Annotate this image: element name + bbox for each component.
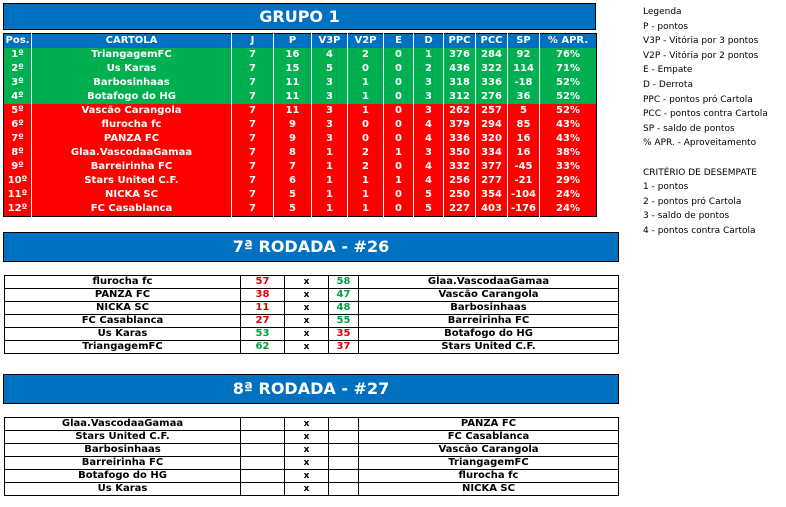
standings-cell: 5 [414, 202, 444, 217]
round8-title: 8ª RODADA - #27 [3, 374, 619, 404]
match-row [5, 444, 619, 457]
standings-cell: 320 [476, 132, 508, 146]
standings-cell: 5º [11, 105, 24, 116]
home-score: 62 [241, 341, 285, 354]
away-score: 35 [329, 328, 359, 341]
standings-row [4, 118, 597, 132]
legend-item: V2P - Vitória por 2 pontos [643, 50, 759, 61]
standings-row [4, 188, 597, 202]
standings-cell: 3 [414, 76, 444, 90]
standings-cell: 0 [384, 188, 414, 202]
standings-cell: 16 [508, 132, 540, 146]
round7-title: 7ª RODADA - #26 [3, 232, 619, 262]
match-row [5, 276, 619, 289]
home-score [241, 431, 285, 444]
home-team: Botafogo do HG [5, 470, 241, 483]
versus-symbol: x [285, 328, 329, 341]
standings-cell: 1 [312, 188, 348, 202]
standings-cell: -21 [508, 174, 540, 188]
standings-cell: 11º [7, 189, 28, 200]
standings-cell: 318 [444, 76, 476, 90]
standings-cell: 436 [444, 62, 476, 76]
standings-cell: 11 [274, 90, 312, 104]
away-score [329, 418, 359, 431]
versus-symbol: x [285, 276, 329, 289]
standings-row [4, 146, 597, 160]
standings-header-cell: SP [508, 34, 540, 49]
away-team: NICKA SC [359, 483, 619, 496]
standings-cell: 2 [348, 146, 384, 160]
standings-header-cell: PPC [444, 34, 476, 49]
standings-header-cell: Pos. [5, 35, 30, 46]
standings-cell: 276 [476, 90, 508, 104]
home-score [241, 444, 285, 457]
away-team: Glaa.VascodaaGamaa [359, 276, 619, 289]
standings-cell: 43% [540, 132, 597, 146]
home-score [241, 418, 285, 431]
standings-cell: 1 [384, 174, 414, 188]
legend-item: 1 - pontos [643, 182, 689, 193]
away-team: Barreirinha FC [359, 315, 619, 328]
home-team: TriangagemFC [5, 341, 241, 354]
standings-cell: 16 [274, 48, 312, 62]
standings-cell: 5 [508, 104, 540, 118]
standings-cell: 7 [232, 132, 274, 146]
home-score: 11 [241, 302, 285, 315]
standings-cell: 43% [540, 118, 597, 132]
standings-cell: 7 [232, 118, 274, 132]
away-score [329, 457, 359, 470]
home-team: Us Karas [5, 328, 241, 341]
round7-matches [4, 275, 619, 354]
versus-symbol: x [285, 431, 329, 444]
standings-cell: -176 [508, 202, 540, 217]
standings-cell: 7 [232, 76, 274, 90]
standings-row [4, 104, 597, 118]
standings-cell: 24% [540, 188, 597, 202]
standings-row [4, 90, 597, 104]
standings-row [4, 160, 597, 174]
away-score: 37 [329, 341, 359, 354]
standings-cell: 1 [312, 202, 348, 217]
standings-cell: 3 [414, 146, 444, 160]
standings-cell: 38% [540, 146, 597, 160]
standings-row [4, 48, 597, 62]
standings-header-row [4, 34, 597, 49]
home-team: flurocha fc [5, 276, 241, 289]
team-name: Barbosinhaas [32, 76, 232, 90]
legend-panel [643, 5, 768, 239]
standings-cell: 3 [312, 104, 348, 118]
standings-cell: 0 [384, 90, 414, 104]
standings-cell: 0 [384, 104, 414, 118]
standings-cell: 5 [312, 62, 348, 76]
away-team: Vascão Carangola [359, 444, 619, 457]
standings-cell: 7 [274, 160, 312, 174]
standings-cell: 29% [540, 174, 597, 188]
standings-cell: 262 [444, 104, 476, 118]
standings-cell: 0 [348, 118, 384, 132]
standings-cell: 1 [312, 146, 348, 160]
standings-cell: 4 [414, 132, 444, 146]
standings-cell: 3º [11, 77, 24, 88]
standings-cell: 0 [348, 132, 384, 146]
versus-symbol: x [285, 470, 329, 483]
versus-symbol: x [285, 315, 329, 328]
standings-cell: 379 [444, 118, 476, 132]
standings-cell: 3 [414, 90, 444, 104]
standings-cell: 1 [348, 104, 384, 118]
standings-cell: 4º [11, 91, 24, 102]
standings-cell: 0 [384, 132, 414, 146]
standings-cell: 0 [384, 76, 414, 90]
standings-cell: 0 [348, 62, 384, 76]
standings-cell: 0 [384, 62, 414, 76]
home-score: 27 [241, 315, 285, 328]
standings-cell: 1º [11, 49, 24, 60]
standings-cell: 8º [11, 147, 24, 158]
legend-item: E - Empate [643, 65, 693, 76]
standings-cell: 1 [312, 160, 348, 174]
versus-symbol: x [285, 289, 329, 302]
away-team: TriangagemFC [359, 457, 619, 470]
standings-cell: 7º [11, 133, 24, 144]
standings-row [4, 174, 597, 188]
match-row [5, 328, 619, 341]
match-row [5, 470, 619, 483]
standings-cell: 10º [7, 175, 28, 186]
standings-cell: 334 [476, 146, 508, 160]
standings-cell: 1 [348, 76, 384, 90]
standings-cell: 9 [274, 132, 312, 146]
tiebreak-title: CRITÉRIO DE DESEMPATE [643, 167, 757, 178]
legend-item: P - pontos [643, 21, 689, 32]
match-row [5, 431, 619, 444]
standings-cell: -45 [508, 160, 540, 174]
standings-cell: 6º [11, 119, 24, 130]
legend-item: V3P - Vitória por 3 pontos [643, 36, 759, 47]
standings-cell: 7 [232, 48, 274, 62]
away-team: flurocha fc [359, 470, 619, 483]
standings-cell: 350 [444, 146, 476, 160]
match-row [5, 418, 619, 431]
standings-cell: 3 [312, 90, 348, 104]
match-row [5, 457, 619, 470]
standings-cell: 2º [11, 63, 24, 74]
standings-cell: 71% [540, 62, 597, 76]
home-score: 57 [241, 276, 285, 289]
match-row [5, 483, 619, 496]
standings-cell: 5 [414, 188, 444, 202]
legend-item: 2 - pontos pró Cartola [643, 196, 742, 207]
standings-cell: 6 [274, 174, 312, 188]
team-name: FC Casablanca [32, 202, 232, 217]
away-team: Barbosinhaas [359, 302, 619, 315]
standings-cell: 16 [508, 146, 540, 160]
standings-cell: 376 [444, 48, 476, 62]
standings-header-cell: J [232, 34, 274, 49]
legend-item: PCC - pontos contra Cartola [643, 109, 768, 120]
standings-cell: 4 [312, 48, 348, 62]
standings-cell: 9 [274, 118, 312, 132]
standings-cell: 8 [274, 146, 312, 160]
standings-cell: 76% [540, 48, 597, 62]
legend-item: 4 - pontos contra Cartola [643, 225, 756, 236]
versus-symbol: x [285, 341, 329, 354]
standings-row [4, 62, 597, 76]
standings-cell: 257 [476, 104, 508, 118]
legend-item [643, 151, 768, 166]
versus-symbol: x [285, 483, 329, 496]
home-score [241, 457, 285, 470]
team-name: PANZA FC [32, 132, 232, 146]
standings-cell: 3 [312, 118, 348, 132]
away-team: PANZA FC [359, 418, 619, 431]
standings-header-cell: % APR. [540, 34, 597, 49]
standings-header-cell: E [384, 34, 414, 49]
standings-cell: -18 [508, 76, 540, 90]
standings-cell: 52% [540, 90, 597, 104]
standings-cell: 7 [232, 146, 274, 160]
team-name: Us Karas [32, 62, 232, 76]
standings-cell: 33% [540, 160, 597, 174]
team-name: Barreirinha FC [32, 160, 232, 174]
team-name: flurocha fc [32, 118, 232, 132]
standings-cell: 36 [508, 90, 540, 104]
standings-header-cell: D [414, 34, 444, 49]
standings-cell: 1 [348, 202, 384, 217]
standings-cell: 5 [274, 188, 312, 202]
team-name: TriangagemFC [32, 48, 232, 62]
standings-cell: 15 [274, 62, 312, 76]
standings-cell: 2 [414, 62, 444, 76]
home-team: FC Casablanca [5, 315, 241, 328]
standings-cell: 3 [414, 104, 444, 118]
match-row [5, 302, 619, 315]
standings-cell: 322 [476, 62, 508, 76]
group-title: GRUPO 1 [3, 3, 596, 30]
away-score: 55 [329, 315, 359, 328]
standings-cell: 4 [414, 174, 444, 188]
away-team: Vascão Carangola [359, 289, 619, 302]
standings-cell: 277 [476, 174, 508, 188]
home-score [241, 483, 285, 496]
standings-cell: 1 [414, 48, 444, 62]
legend-item: D - Derrota [643, 79, 693, 90]
standings-cell: 4 [414, 118, 444, 132]
standings-cell: 52% [540, 104, 597, 118]
versus-symbol: x [285, 302, 329, 315]
legend-item: PPC - pontos pró Cartola [643, 94, 753, 105]
legend-title: Legenda [643, 7, 682, 17]
match-row [5, 341, 619, 354]
away-score [329, 483, 359, 496]
standings-header-cell: P [274, 34, 312, 49]
team-name: Stars United C.F. [32, 174, 232, 188]
team-name: Botafogo do HG [32, 90, 232, 104]
match-row [5, 289, 619, 302]
standings-cell: 336 [476, 76, 508, 90]
home-team: Barreirinha FC [5, 457, 241, 470]
standings-cell: 2 [348, 160, 384, 174]
home-score: 38 [241, 289, 285, 302]
home-team: Us Karas [5, 483, 241, 496]
match-row [5, 315, 619, 328]
standings-cell: 7 [232, 174, 274, 188]
standings-cell: 284 [476, 48, 508, 62]
legend-item: % APR. - Aproveitamento [643, 138, 757, 149]
standings-cell: 354 [476, 188, 508, 202]
versus-symbol: x [285, 457, 329, 470]
legend-item: SP - saldo de pontos [643, 123, 735, 134]
standings-cell: 403 [476, 202, 508, 217]
versus-symbol: x [285, 418, 329, 431]
away-team: Stars United C.F. [359, 341, 619, 354]
away-team: FC Casablanca [359, 431, 619, 444]
standings-cell: 12º [7, 203, 28, 214]
home-team: Stars United C.F. [5, 431, 241, 444]
standings-cell: 0 [384, 48, 414, 62]
standings-cell: 52% [540, 76, 597, 90]
standings-cell: 7 [232, 90, 274, 104]
standings-cell: 7 [232, 104, 274, 118]
standings-cell: 85 [508, 118, 540, 132]
standings-header-cell: CARTOLA [32, 34, 232, 49]
home-team: Barbosinhaas [5, 444, 241, 457]
home-team: NICKA SC [5, 302, 241, 315]
away-score: 48 [329, 302, 359, 315]
standings-cell: 24% [540, 202, 597, 217]
standings-cell: 377 [476, 160, 508, 174]
home-score: 53 [241, 328, 285, 341]
away-score: 58 [329, 276, 359, 289]
standings-cell: 294 [476, 118, 508, 132]
standings-header-cell: V3P [312, 34, 348, 49]
home-team: Glaa.VascodaaGamaa [5, 418, 241, 431]
standings-row [4, 202, 597, 217]
away-score [329, 444, 359, 457]
team-name: Glaa.VascodaaGamaa [32, 146, 232, 160]
team-name: Vascão Carangola [32, 104, 232, 118]
standings-header-cell: PCC [476, 34, 508, 49]
standings-cell: 114 [508, 62, 540, 76]
standings-cell: 3 [312, 132, 348, 146]
standings-cell: 7 [232, 188, 274, 202]
home-team: PANZA FC [5, 289, 241, 302]
standings-cell: 227 [444, 202, 476, 217]
round8-matches [4, 417, 619, 496]
standings-cell: 7 [232, 202, 274, 217]
standings-cell: 1 [384, 146, 414, 160]
standings-cell: 92 [508, 48, 540, 62]
standings-cell: 332 [444, 160, 476, 174]
standings-cell: 0 [384, 118, 414, 132]
standings-header-cell: V2P [348, 34, 384, 49]
standings-table [3, 33, 597, 217]
home-score [241, 470, 285, 483]
standings-cell: 3 [312, 76, 348, 90]
standings-cell: 1 [348, 90, 384, 104]
standings-cell: 11 [274, 76, 312, 90]
away-score [329, 470, 359, 483]
standings-cell: 11 [274, 104, 312, 118]
away-score: 47 [329, 289, 359, 302]
standings-cell: 4 [414, 160, 444, 174]
away-team: Botafogo do HG [359, 328, 619, 341]
standings-cell: -104 [508, 188, 540, 202]
standings-cell: 1 [348, 174, 384, 188]
standings-cell: 7 [232, 62, 274, 76]
standings-cell: 5 [274, 202, 312, 217]
standings-cell: 256 [444, 174, 476, 188]
standings-cell: 0 [384, 202, 414, 217]
versus-symbol: x [285, 444, 329, 457]
standings-cell: 312 [444, 90, 476, 104]
standings-row [4, 132, 597, 146]
standings-cell: 250 [444, 188, 476, 202]
standings-cell: 1 [348, 188, 384, 202]
standings-cell: 336 [444, 132, 476, 146]
standings-cell: 1 [312, 174, 348, 188]
standings-cell: 9º [11, 161, 24, 172]
standings-cell: 0 [384, 160, 414, 174]
team-name: NICKA SC [32, 188, 232, 202]
standings-cell: 7 [232, 160, 274, 174]
standings-row [4, 76, 597, 90]
legend-item: 3 - saldo de pontos [643, 211, 730, 222]
away-score [329, 431, 359, 444]
standings-cell: 2 [348, 48, 384, 62]
